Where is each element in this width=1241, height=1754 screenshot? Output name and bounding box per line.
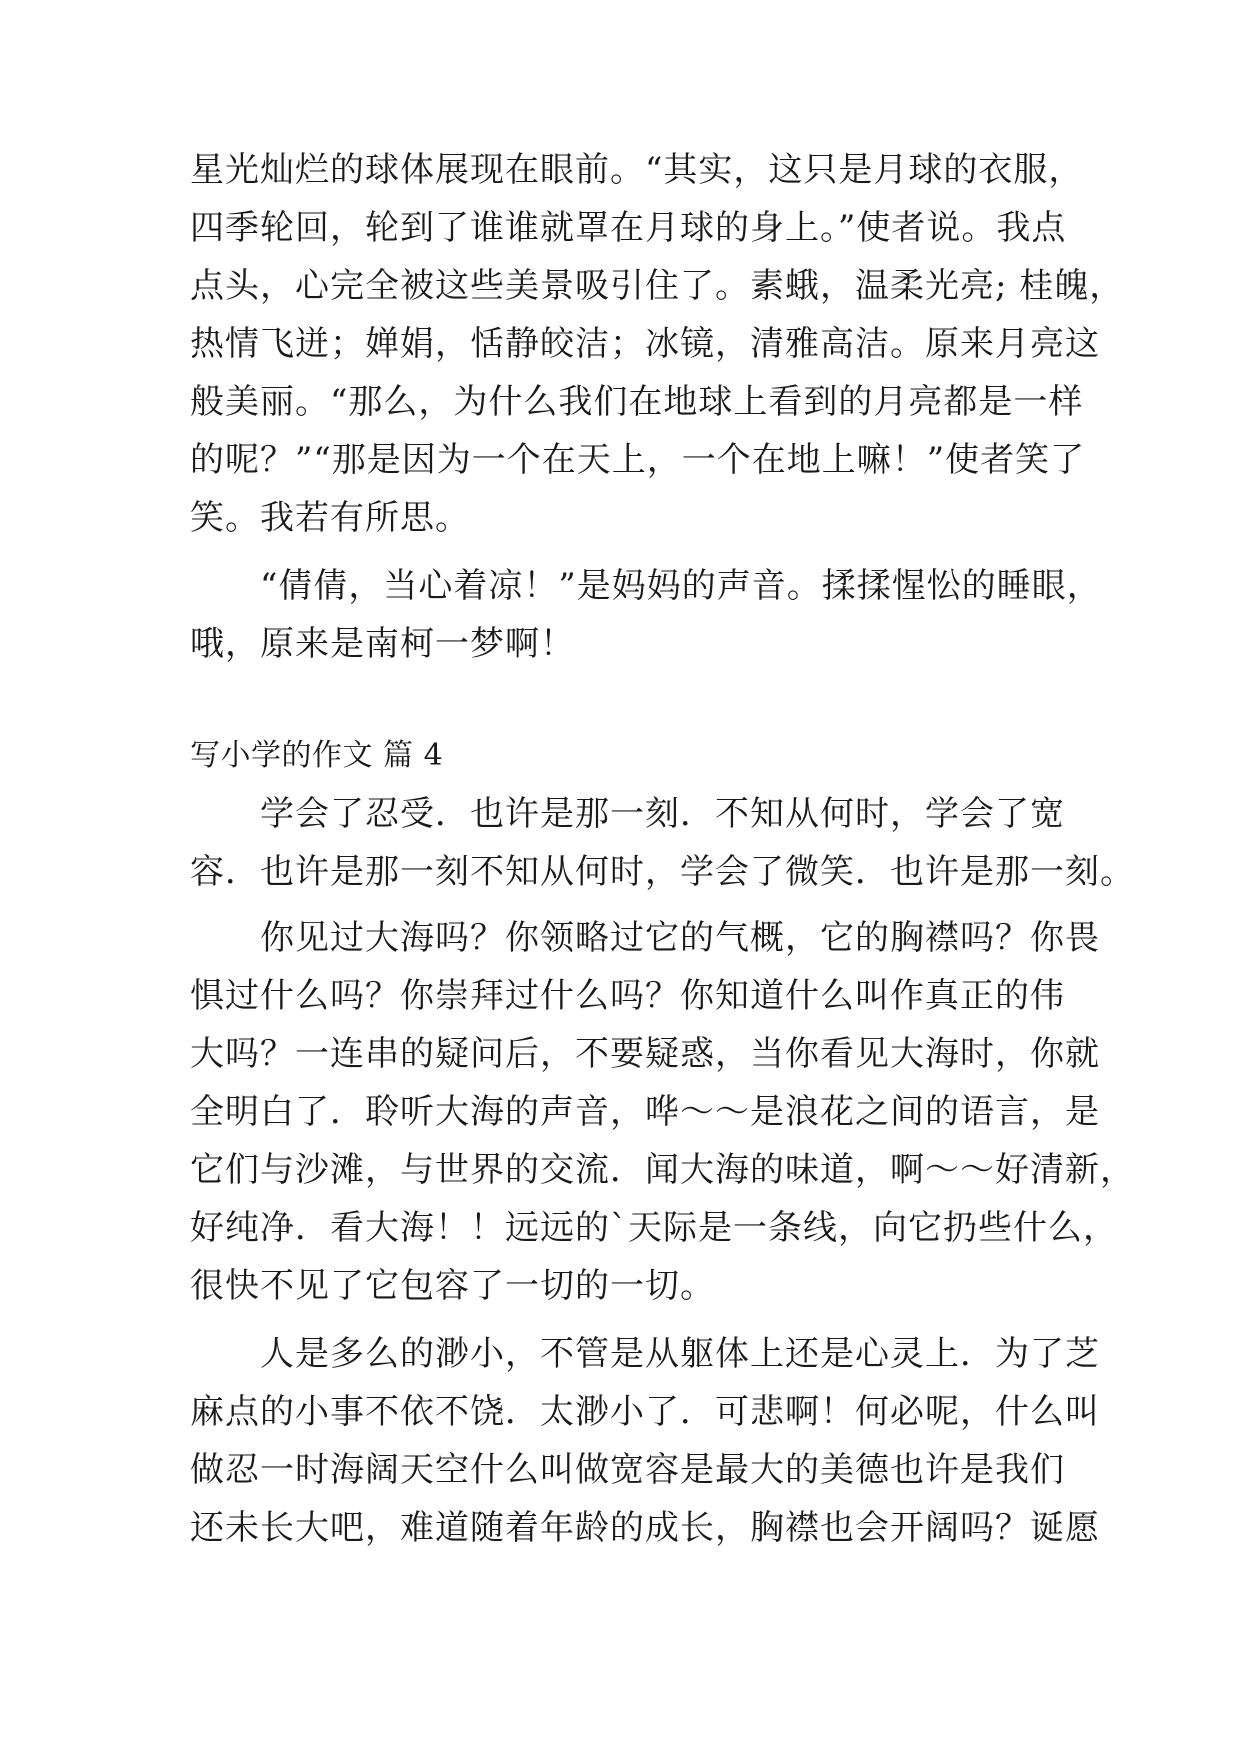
text-line: 大吗？一连串的疑问后，不要疑惑，当你看见大海时，你就 bbox=[190, 1034, 1100, 1074]
text-line: 哦，原来是南柯一梦啊！ bbox=[190, 624, 575, 664]
text-line: 做忍一时海阔天空什么叫做宽容是最大的美德也许是我们 bbox=[190, 1450, 1065, 1490]
text-line: 星光灿烂的球体展现在眼前。“其实，这只是月球的衣服， bbox=[190, 150, 1084, 190]
text-line: 好纯净．看大海！！远远的`天际是一条线，向它扔些什么， bbox=[190, 1208, 1118, 1248]
text-line: “倩倩，当心着凉！”是妈妈的声音。揉揉惺忪的睡眼， bbox=[190, 566, 1102, 606]
text-line: 还未长大吧，难道随着年龄的成长，胸襟也会开阔吗？诞愿 bbox=[190, 1508, 1100, 1548]
text-line: 很快不见了它包容了一切的一切。 bbox=[190, 1266, 715, 1306]
text-line: 的呢？”“那是因为一个在天上，一个在地上嘛！”使者笑了 bbox=[190, 440, 1086, 480]
text-line: 麻点的小事不依不饶．太渺小了．可悲啊！何必呢，什么叫 bbox=[190, 1392, 1100, 1432]
text-line: 学会了忍受．也许是那一刻．不知从何时，学会了宽 bbox=[190, 794, 1065, 834]
text-line: 热情飞迸；婵娟，恬静皎洁；冰镜，清雅高洁。原来月亮这 bbox=[190, 324, 1100, 364]
text-line: 四季轮回，轮到了谁谁就罩在月球的身上。”使者说。我点 bbox=[190, 208, 1067, 248]
text-line: 惧过什么吗？你崇拜过什么吗？你知道什么叫作真正的伟 bbox=[190, 976, 1065, 1016]
text-line: 点头，心完全被这些美景吸引住了。素蛾，温柔光亮; 桂魄， bbox=[190, 266, 1125, 306]
section-heading: 写小学的作文 篇 4 bbox=[190, 738, 444, 773]
text-line: 你见过大海吗？你领略过它的气概，它的胸襟吗？你畏 bbox=[190, 918, 1100, 958]
text-line: 笑。我若有所思。 bbox=[190, 498, 470, 538]
text-line: 般美丽。“那么，为什么我们在地球上看到的月亮都是一样 bbox=[190, 382, 1084, 422]
text-line: 它们与沙滩，与世界的交流．闻大海的味道，啊～～好清新， bbox=[190, 1150, 1135, 1190]
text-line: 全明白了．聆听大海的声音，哗～～是浪花之间的语言，是 bbox=[190, 1092, 1100, 1132]
text-line: 容．也许是那一刻不知从何时，学会了微笑．也许是那一刻。 bbox=[190, 852, 1135, 892]
text-line: 人是多么的渺小，不管是从躯体上还是心灵上．为了芝 bbox=[190, 1334, 1100, 1374]
